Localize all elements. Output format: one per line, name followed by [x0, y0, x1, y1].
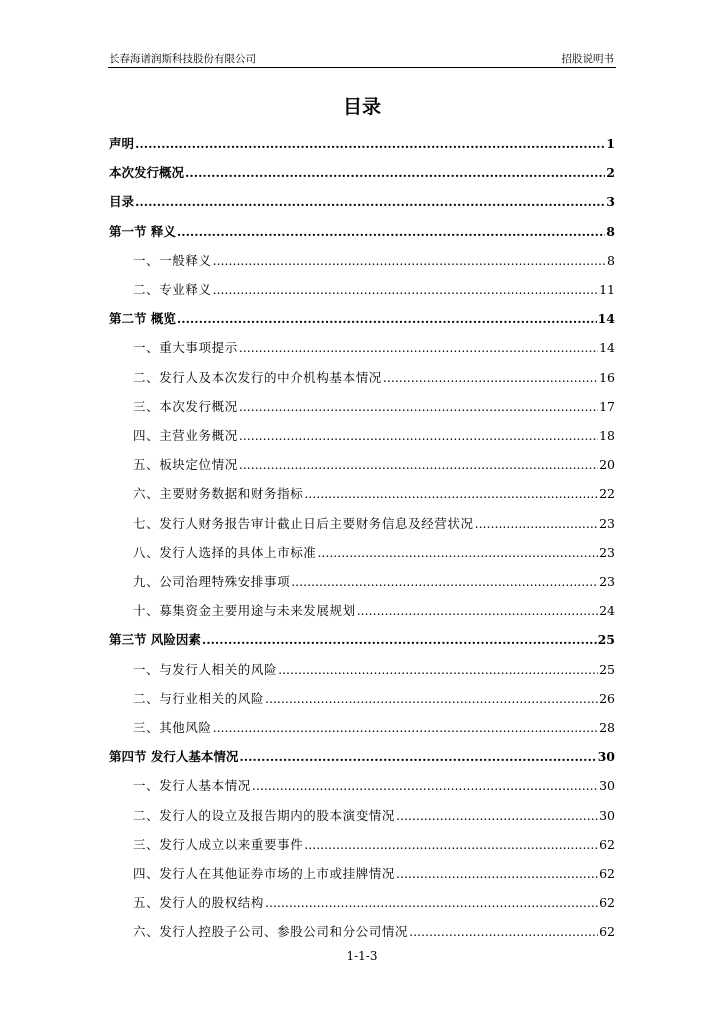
toc-entry-title: 第一节 释义	[109, 223, 176, 239]
toc-dot-leader	[317, 545, 598, 561]
toc-dot-leader	[475, 516, 598, 532]
toc-entry-page: 26	[599, 690, 615, 706]
toc-dot-leader	[304, 486, 598, 502]
toc-entry-title: 第二节 概览	[109, 311, 176, 327]
toc-entry[interactable]	[133, 860, 615, 882]
toc-dot-leader	[239, 457, 598, 473]
toc-entry-title: 六、主要财务数据和财务指标	[133, 486, 304, 502]
page-title: 目录	[342, 96, 381, 118]
toc-entry[interactable]	[133, 714, 615, 736]
toc-entry-page: 14	[597, 311, 615, 327]
toc-dot-leader	[304, 837, 598, 853]
toc-entry-title: 一、一般释义	[133, 252, 212, 268]
toc-dot-leader	[185, 165, 605, 181]
toc-entry-page: 8	[606, 223, 615, 239]
toc-entry-page: 62	[599, 895, 615, 911]
toc-entry-title: 一、与发行人相关的风险	[133, 661, 278, 677]
toc-entry-title: 二、发行人的设立及报告期内的股本演变情况	[133, 807, 396, 823]
toc-dot-leader	[213, 253, 606, 269]
toc-entry[interactable]	[109, 130, 615, 152]
toc-entry[interactable]	[109, 305, 615, 327]
toc-entry-page: 23	[599, 574, 615, 589]
toc-entry[interactable]	[133, 597, 615, 619]
toc-entry-title: 二、与行业相关的风险	[133, 690, 265, 706]
toc-entry-title: 本次发行概况	[109, 165, 185, 181]
toc-dot-leader	[213, 720, 598, 736]
toc-dot-leader	[278, 662, 598, 678]
toc-dot-leader	[177, 311, 597, 327]
toc-entry-title: 九、公司治理特殊安排事项	[133, 574, 291, 589]
toc-dot-leader	[239, 428, 598, 444]
toc-entry[interactable]	[109, 218, 615, 240]
toc-entry[interactable]	[133, 510, 615, 532]
toc-entry[interactable]	[133, 568, 615, 590]
toc-dot-leader	[396, 866, 598, 882]
toc-entry-title: 声明	[109, 136, 135, 151]
toc-entry-title: 八、发行人选择的具体上市标准	[133, 544, 317, 560]
toc-entry-page: 8	[607, 252, 615, 268]
toc-entry-page: 11	[599, 282, 615, 297]
toc-entry-page: 16	[599, 369, 615, 385]
toc-dot-leader	[177, 224, 605, 240]
toc-dot-leader	[213, 282, 598, 298]
toc-entry[interactable]	[133, 393, 615, 415]
toc-dot-leader	[239, 399, 598, 415]
toc-dot-leader	[202, 632, 597, 648]
toc-entry-title: 七、发行人财务报告审计截止日后主要财务信息及经营状况	[133, 515, 474, 531]
toc-entry-title: 目录	[109, 194, 135, 210]
toc-entry-page: 14	[599, 340, 615, 356]
toc-entry-page: 22	[599, 486, 615, 502]
toc-entry-title: 三、其他风险	[133, 720, 212, 735]
toc-entry[interactable]	[133, 276, 615, 298]
toc-entry[interactable]	[133, 480, 615, 502]
toc-entry-title: 三、发行人成立以来重要事件	[133, 836, 304, 852]
toc-entry[interactable]	[133, 685, 615, 707]
toc-entry-page: 17	[599, 398, 615, 414]
toc-entry-page: 25	[599, 661, 615, 677]
toc-entry-page: 3	[606, 194, 615, 210]
toc-entry-title: 四、主营业务概况	[133, 428, 238, 443]
toc-dot-leader	[291, 574, 598, 590]
toc-entry[interactable]	[109, 188, 615, 210]
toc-entry-page: 30	[597, 749, 615, 765]
toc-dot-leader	[383, 370, 598, 386]
toc-dot-leader	[409, 924, 598, 940]
toc-entry-page: 24	[599, 603, 615, 619]
page-header	[108, 51, 616, 68]
toc-entry-title: 五、发行人的股权结构	[133, 895, 265, 911]
toc-entry-page: 62	[599, 924, 615, 940]
toc-entry-title: 第三节 风险因素	[109, 632, 201, 648]
toc-entry[interactable]	[133, 656, 615, 678]
toc-entry-title: 十、募集资金主要用途与未来发展规划	[133, 603, 356, 619]
toc-dot-leader	[265, 895, 598, 911]
toc-entry-page: 2	[606, 165, 615, 181]
toc-entry-title: 三、本次发行概况	[133, 398, 238, 414]
toc-entry[interactable]	[109, 159, 615, 181]
toc-entry[interactable]	[133, 422, 615, 444]
toc-entry-page: 18	[599, 428, 615, 443]
toc-entry[interactable]	[133, 918, 615, 940]
toc-entry[interactable]	[133, 247, 615, 269]
toc-entry-title: 五、板块定位情况	[133, 457, 238, 473]
toc-dot-leader	[135, 136, 605, 152]
toc-entry-page: 20	[599, 457, 615, 473]
toc-entry-title: 第四节 发行人基本情况	[109, 749, 239, 765]
page-number: 1-1-3	[346, 949, 378, 963]
toc-entry-page: 23	[599, 544, 615, 560]
toc-entry[interactable]	[133, 334, 615, 356]
toc-entry[interactable]	[133, 364, 615, 386]
header-company-name: 长春海谱润斯科技股份有限公司	[109, 53, 256, 65]
toc-entry-page: 25	[597, 632, 615, 648]
toc-entry-title: 一、发行人基本情况	[133, 778, 251, 794]
toc-entry-page: 28	[599, 720, 615, 735]
toc-dot-leader	[357, 603, 598, 619]
toc-dot-leader	[239, 749, 596, 765]
toc-dot-leader	[239, 340, 598, 356]
toc-entry-page: 30	[599, 807, 615, 823]
toc-dot-leader	[265, 691, 598, 707]
header-document-type: 招股说明书	[561, 53, 614, 65]
toc-entry-title: 四、发行人在其他证券市场的上市或挂牌情况	[133, 866, 396, 881]
toc-entry-page: 23	[599, 515, 615, 531]
toc-entry[interactable]	[133, 802, 615, 824]
toc-entry[interactable]	[133, 451, 615, 473]
toc-entry-page: 62	[599, 866, 615, 881]
toc-entry-page: 1	[606, 136, 615, 151]
toc-entry-title: 二、发行人及本次发行的中介机构基本情况	[133, 369, 382, 385]
toc-entry[interactable]	[133, 889, 615, 911]
toc-entry-title: 一、重大事项提示	[133, 340, 238, 356]
toc-entry[interactable]	[109, 626, 615, 648]
toc-dot-leader	[252, 778, 598, 794]
toc-entry-title: 六、发行人控股子公司、参股公司和分公司情况	[133, 924, 409, 940]
toc-dot-leader	[135, 194, 605, 210]
toc-entry-page: 30	[599, 778, 615, 794]
toc-entry-title: 二、专业释义	[133, 282, 212, 297]
toc-entry[interactable]	[133, 772, 615, 794]
toc-entry[interactable]	[133, 831, 615, 853]
toc-entry-page: 62	[599, 836, 615, 852]
toc-entry[interactable]	[133, 539, 615, 561]
toc-dot-leader	[396, 808, 598, 824]
toc-entry[interactable]	[109, 743, 615, 765]
